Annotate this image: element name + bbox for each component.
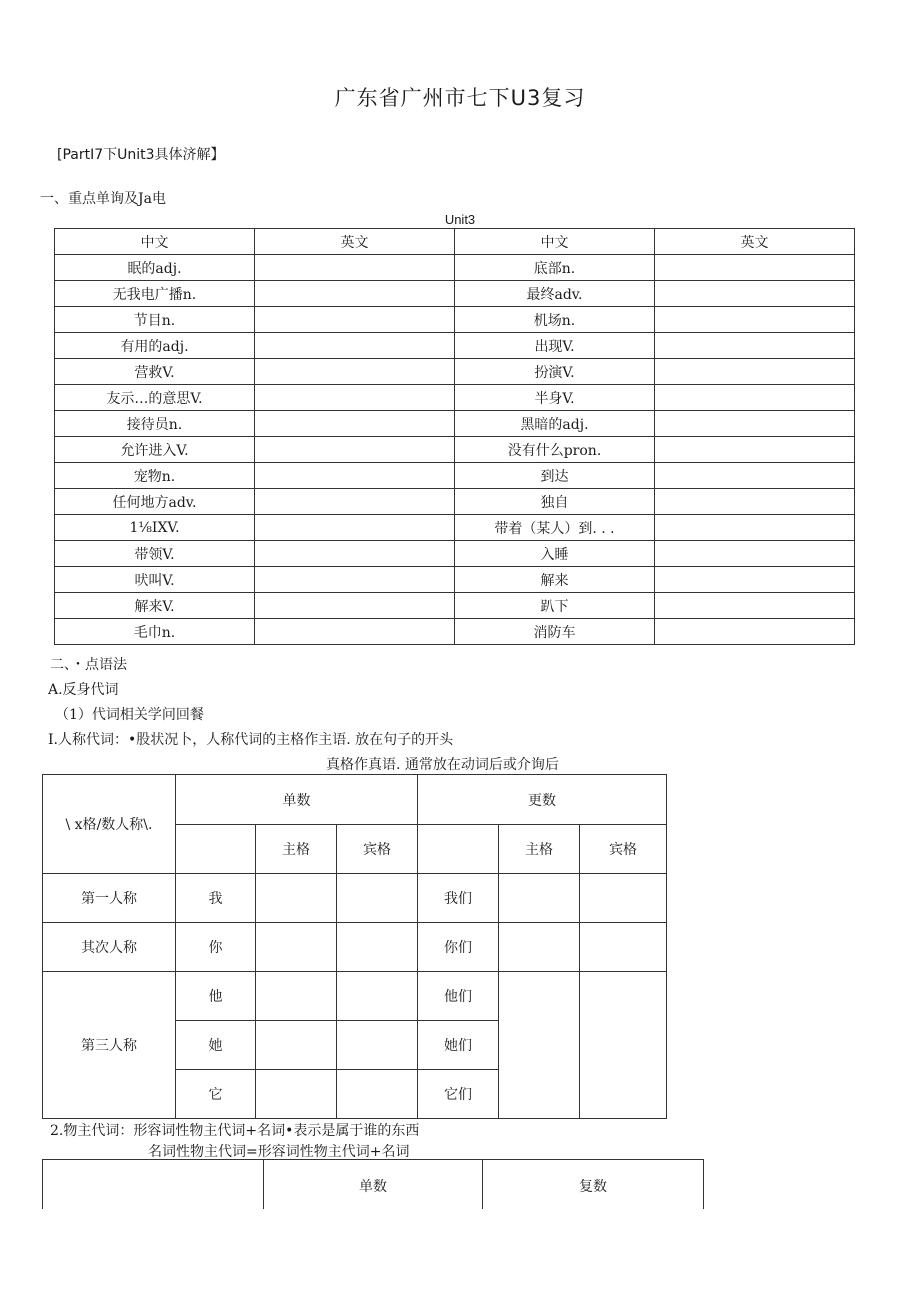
- unit-label: Unit3: [444, 212, 476, 227]
- vocab-english-left-blank: [255, 463, 455, 489]
- possessive-pronoun-table: [42, 1159, 704, 1209]
- page-title: 广东省广州市七下U3复习: [334, 86, 586, 110]
- vocab-english-left-blank: [255, 255, 455, 281]
- vocab-chinese-left: 吠叫V.: [55, 567, 255, 593]
- vocab-chinese-left: 无我电广播n.: [55, 281, 255, 307]
- vocab-english-right-blank: [655, 359, 855, 385]
- vocab-chinese-right: 入睡: [455, 541, 655, 567]
- vocab-chinese-right: 黑暗的adj.: [455, 411, 655, 437]
- blank-cell: [337, 1021, 418, 1070]
- vocab-chinese-right: 出现V.: [455, 333, 655, 359]
- vocab-english-right-blank: [655, 307, 855, 333]
- nominative-header: 主格: [499, 825, 580, 874]
- vocab-english-right-blank: [655, 281, 855, 307]
- vocab-chinese-right: 独自: [455, 489, 655, 515]
- third-singular-he: 他: [176, 972, 256, 1021]
- vocab-chinese-right: 带着（某人）到. . .: [455, 515, 655, 541]
- blank-cell: [256, 1070, 337, 1119]
- third-plural-it: 它们: [418, 1070, 499, 1119]
- objective-case-note: 真格作真语. 通常放在动词后或介询后: [326, 757, 559, 773]
- vocab-row: [55, 541, 855, 567]
- vocab-chinese-left: 允许进入V.: [55, 437, 255, 463]
- vocab-chinese-right: 底部n.: [455, 255, 655, 281]
- vocab-english-left-blank: [255, 619, 455, 645]
- subsection-1: （1）代词相关学问回餐: [55, 707, 204, 723]
- subsection-a: A.反身代词: [48, 682, 119, 698]
- singular-header: 单数: [176, 775, 418, 825]
- plural-header: 更数: [418, 775, 667, 825]
- header-english: 英文: [255, 229, 455, 255]
- corner-cell: \ x格/数人称\.: [43, 775, 176, 874]
- third-plural-he: 他们: [418, 972, 499, 1021]
- empty-cell: [418, 825, 499, 874]
- first-plural: 我们: [418, 874, 499, 923]
- third-person-label: 第三人称: [43, 972, 176, 1119]
- vocab-row: [55, 593, 855, 619]
- vocab-row: [55, 359, 855, 385]
- first-singular: 我: [176, 874, 256, 923]
- possessive-table-clip: [0, 1159, 920, 1209]
- vocab-row: [55, 411, 855, 437]
- vocab-chinese-right: 到达: [455, 463, 655, 489]
- objective-header: 宾格: [580, 825, 667, 874]
- vocab-english-right-blank: [655, 593, 855, 619]
- vocab-english-left-blank: [255, 593, 455, 619]
- personal-pronoun-table: [42, 774, 667, 1119]
- blank-cell: [337, 923, 418, 972]
- vocab-english-right-blank: [655, 411, 855, 437]
- vocab-chinese-right: 半身V.: [455, 385, 655, 411]
- vocab-chinese-left: 友示…的意思V.: [55, 385, 255, 411]
- vocab-chinese-right: 消防车: [455, 619, 655, 645]
- possessive-pronoun-note: 2.物主代词：形容词性物主代词+名词•表示是属于谁的东西: [50, 1123, 420, 1139]
- vocab-chinese-right: 最终adv.: [455, 281, 655, 307]
- blank-cell: [256, 1021, 337, 1070]
- vocab-chinese-left: 毛巾n.: [55, 619, 255, 645]
- header-chinese: 中文: [455, 229, 655, 255]
- empty-cell: [176, 825, 256, 874]
- plural-header: 复数: [483, 1160, 704, 1210]
- first-person-label: 第一人称: [43, 874, 176, 923]
- possessive-pronoun-formula: 名词性物主代词=形容词性物主代词+名词: [148, 1144, 410, 1160]
- blank-cell: [580, 874, 667, 923]
- vocabulary-table: [54, 228, 855, 645]
- vocab-chinese-right: 解来: [455, 567, 655, 593]
- third-singular-she: 她: [176, 1021, 256, 1070]
- header-chinese: 中文: [55, 229, 255, 255]
- vocab-english-left-blank: [255, 359, 455, 385]
- blank-cell: [337, 874, 418, 923]
- vocab-english-left-blank: [255, 489, 455, 515]
- vocab-row: [55, 333, 855, 359]
- vocab-chinese-left: 带领V.: [55, 541, 255, 567]
- vocab-english-right-blank: [655, 333, 855, 359]
- blank-cell: [499, 972, 580, 1119]
- vocab-chinese-left: 宠物n.: [55, 463, 255, 489]
- blank-cell: [256, 874, 337, 923]
- vocab-english-right-blank: [655, 463, 855, 489]
- vocab-row: [55, 437, 855, 463]
- empty-cell: [43, 1160, 264, 1210]
- vocab-chinese-left: 接待员n.: [55, 411, 255, 437]
- third-plural-she: 她们: [418, 1021, 499, 1070]
- vocab-english-right-blank: [655, 515, 855, 541]
- second-singular: 你: [176, 923, 256, 972]
- vocab-chinese-left: 有用的adj.: [55, 333, 255, 359]
- vocab-chinese-left: 解来V.: [55, 593, 255, 619]
- vocab-english-left-blank: [255, 307, 455, 333]
- objective-header: 宾格: [337, 825, 418, 874]
- vocab-row: [55, 515, 855, 541]
- blank-cell: [337, 1070, 418, 1119]
- vocab-english-left-blank: [255, 333, 455, 359]
- vocab-chinese-left: 营救V.: [55, 359, 255, 385]
- vocab-chinese-right: 扮演V.: [455, 359, 655, 385]
- second-plural: 你们: [418, 923, 499, 972]
- blank-cell: [580, 923, 667, 972]
- blank-cell: [337, 972, 418, 1021]
- vocab-chinese-left: 眠的adj.: [55, 255, 255, 281]
- blank-cell: [499, 874, 580, 923]
- vocab-english-left-blank: [255, 281, 455, 307]
- vocab-english-right-blank: [655, 489, 855, 515]
- section2-heading: 二、・点语法: [50, 657, 127, 673]
- personal-pronoun-note: I.人称代词：•股状况卜，人称代词的主格作主语. 放在句子的开头: [48, 732, 454, 748]
- vocab-chinese-left: 任何地方adv.: [55, 489, 255, 515]
- blank-cell: [256, 923, 337, 972]
- vocab-row: [55, 385, 855, 411]
- header-english: 英文: [655, 229, 855, 255]
- vocab-row: [55, 281, 855, 307]
- vocab-english-right-blank: [655, 567, 855, 593]
- vocab-row: [55, 619, 855, 645]
- vocab-chinese-right: 机场n.: [455, 307, 655, 333]
- blank-cell: [499, 923, 580, 972]
- vocab-english-left-blank: [255, 515, 455, 541]
- singular-header: 单数: [264, 1160, 483, 1210]
- vocab-english-left-blank: [255, 541, 455, 567]
- vocab-english-left-blank: [255, 385, 455, 411]
- vocab-english-right-blank: [655, 619, 855, 645]
- nominative-header: 主格: [256, 825, 337, 874]
- vocab-english-left-blank: [255, 411, 455, 437]
- vocab-chinese-left: 1⅛IXV.: [55, 515, 255, 541]
- third-singular-it: 它: [176, 1070, 256, 1119]
- vocab-row: [55, 255, 855, 281]
- vocab-row: [55, 307, 855, 333]
- vocab-row: [55, 567, 855, 593]
- section1-heading: 一、重点单询及Ja电: [40, 191, 166, 207]
- vocab-english-left-blank: [255, 567, 455, 593]
- vocab-english-right-blank: [655, 255, 855, 281]
- vocab-english-right-blank: [655, 437, 855, 463]
- blank-cell: [256, 972, 337, 1021]
- vocab-english-left-blank: [255, 437, 455, 463]
- second-person-label: 其次人称: [43, 923, 176, 972]
- vocab-english-right-blank: [655, 385, 855, 411]
- part-heading: [PartI7下Unit3具体济解】: [57, 147, 225, 163]
- vocab-row: [55, 489, 855, 515]
- blank-cell: [580, 972, 667, 1119]
- vocab-header-row: [55, 229, 855, 255]
- vocab-chinese-right: 趴下: [455, 593, 655, 619]
- vocab-chinese-left: 节目n.: [55, 307, 255, 333]
- vocab-english-right-blank: [655, 541, 855, 567]
- vocab-chinese-right: 没有什么pron.: [455, 437, 655, 463]
- vocab-row: [55, 463, 855, 489]
